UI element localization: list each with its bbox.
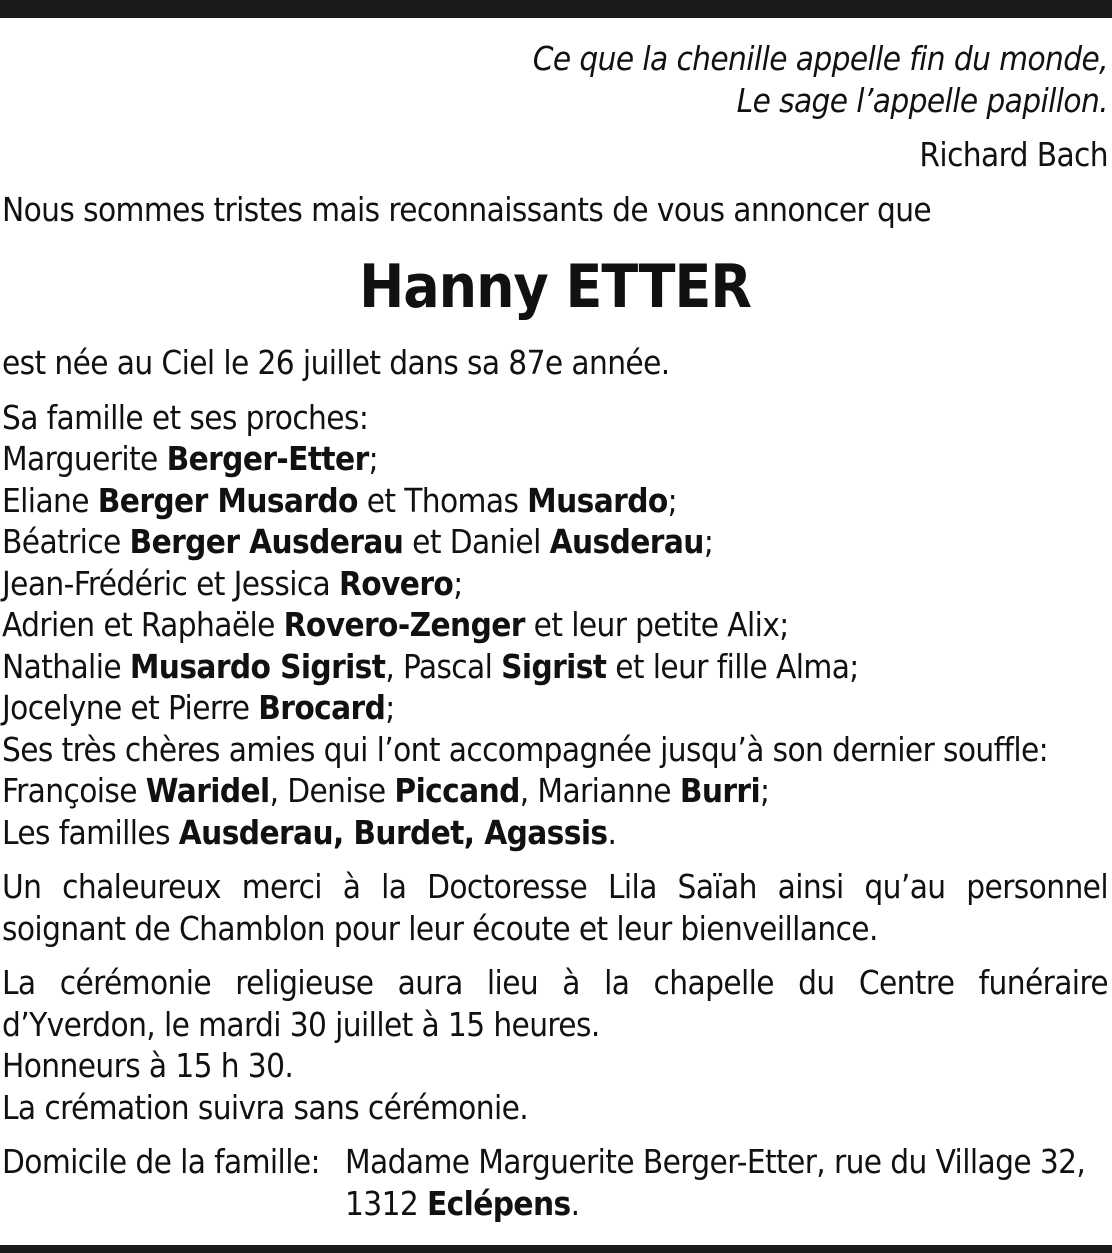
family-text: ; — [760, 771, 770, 810]
family-text: Françoise — [2, 771, 146, 810]
family-text: Ses très chères amies qui l’ont accompagnée jusqu’à son dernier souffle: — [2, 729, 1049, 769]
family-member-line — [2, 729, 1108, 771]
family-text: ; — [385, 688, 395, 727]
family-member-line — [2, 438, 1108, 480]
domicile-town: Eclépens — [426, 1183, 571, 1223]
family-surname: Waridel — [145, 771, 270, 810]
family-text: , Denise — [269, 771, 395, 810]
ceremony-text: La cérémonie religieuse aura lieu à la chapelle du Centre funéraire d’Yverdon, le mardi 30 juillet à 15 heures. — [2, 963, 1108, 1044]
family-text: ; — [667, 480, 678, 520]
family-surname: Sigrist — [501, 646, 607, 686]
family-text: Jean-Frédéric et Jessica — [2, 563, 339, 603]
family-heading: Sa famille et ses proches: — [2, 397, 369, 437]
bottom-border-rule — [0, 1245, 1112, 1253]
domicile-address-block — [345, 1141, 1108, 1224]
family-surname: Berger-Etter — [166, 439, 369, 478]
family-domicile — [2, 1141, 1108, 1224]
quote-line-2: Le sage l’appelle papillon. — [736, 80, 1108, 120]
family-surname: Berger Musardo — [97, 480, 358, 520]
announcement-text: est née au Ciel le 26 juillet dans sa 87e année. — [2, 343, 670, 382]
domicile-label: Domicile de la famille: — [2, 1142, 320, 1181]
family-surname: Ausderau, Burdet, Agassis — [178, 812, 608, 852]
family-surname: Burri — [679, 771, 761, 810]
family-text: , Marianne — [519, 771, 680, 810]
family-list — [2, 397, 1108, 854]
epigraph-quote — [2, 38, 1108, 121]
obituary-notice — [2, 38, 1108, 1224]
family-member-line — [2, 521, 1108, 563]
family-member-line — [2, 480, 1108, 522]
family-text: . — [607, 812, 617, 852]
family-surname: Piccand — [394, 771, 520, 810]
domicile-postcode: 1312 — [345, 1183, 427, 1223]
family-member-line — [2, 687, 1108, 729]
quote-line-1: Ce que la chenille appelle fin du monde, — [532, 39, 1108, 78]
family-text: ; — [368, 439, 379, 478]
deceased-name: Hanny ETTER — [359, 252, 751, 322]
family-member-line — [2, 770, 1108, 812]
family-text: Les familles — [2, 812, 179, 852]
family-member-line — [2, 604, 1108, 646]
family-text: et Daniel — [403, 522, 550, 561]
family-surname: Musardo — [527, 480, 668, 520]
family-text: et leur petite Alix; — [524, 605, 789, 644]
family-text: ; — [703, 522, 714, 561]
ceremony-info — [2, 962, 1108, 1128]
domicile-end: . — [570, 1183, 580, 1223]
family-surname: Musardo Sigrist — [129, 646, 386, 686]
family-surname: Rovero-Zenger — [283, 605, 525, 644]
family-text: Marguerite — [2, 439, 167, 478]
family-member-line — [2, 646, 1108, 688]
family-text: ; — [453, 563, 463, 603]
honors-text: Honneurs à 15 h 30. — [2, 1046, 294, 1085]
thanks-paragraph: Un chaleureux merci à la Doctoresse Lila Saïah ainsi qu’au personnel soignant de Chamblon pour leur écoute et leur bienveillance. — [2, 867, 1108, 948]
family-members — [2, 438, 1108, 853]
family-surname: Rovero — [338, 563, 454, 603]
family-text: et leur fille Alma; — [606, 646, 859, 686]
family-text: Adrien et Raphaële — [2, 605, 284, 644]
family-text: , Pascal — [385, 646, 502, 686]
cremation-text: La crémation suivra sans cérémonie. — [2, 1087, 529, 1127]
top-border-rule — [0, 0, 1112, 18]
quote-author: Richard Bach — [919, 135, 1108, 174]
family-text: Béatrice — [2, 522, 130, 561]
family-text: Jocelyne et Pierre — [2, 688, 259, 727]
intro-text: Nous sommes tristes mais reconnaissants de vous annoncer que — [2, 189, 932, 229]
family-surname: Brocard — [258, 688, 386, 727]
domicile-town-line — [345, 1183, 1108, 1225]
family-text: Nathalie — [2, 646, 130, 686]
family-surname: Berger Ausderau — [129, 522, 404, 561]
family-member-line — [2, 812, 1108, 854]
family-member-line — [2, 563, 1108, 605]
family-text: Eliane — [2, 480, 98, 520]
family-surname: Ausderau — [549, 522, 704, 561]
family-text: et Thomas — [357, 480, 528, 520]
domicile-address: Madame Marguerite Berger-Etter, rue du Village 32, — [345, 1142, 1086, 1181]
